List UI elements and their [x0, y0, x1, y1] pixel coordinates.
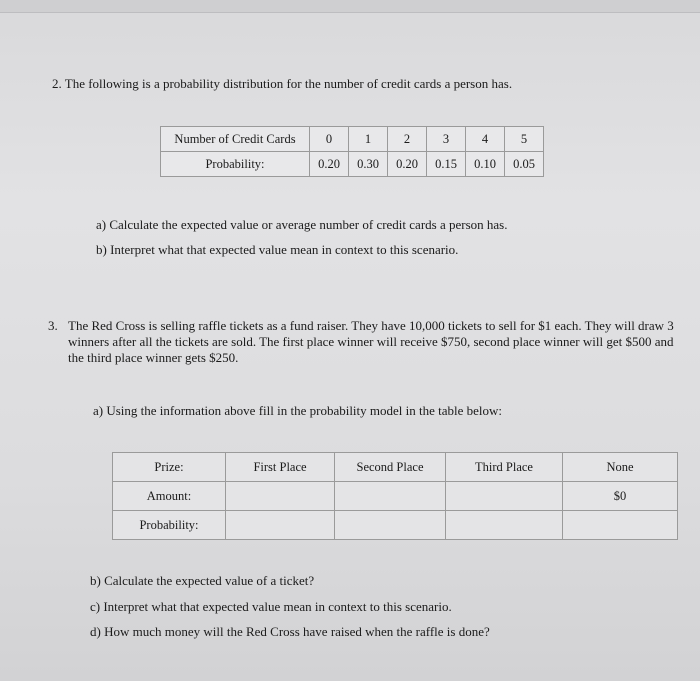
header-first-place: First Place — [226, 453, 335, 482]
amount-cell-first — [226, 482, 335, 511]
page-edge — [0, 0, 700, 13]
question-3-prompt: The Red Cross is selling raffle tickets as a fund raiser. They have 10,000 tickets to sell for $1 each. They will draw 3 winners after all the tickets are sold. The first place winner will receive $750, second place winner will get $500 and the third place winner gets $250. — [68, 318, 674, 365]
header-third-place: Third Place — [446, 453, 563, 482]
question-2b: b) Interpret what that expected value mean in context to this scenario. — [96, 242, 459, 257]
probability-cell: 0.10 — [466, 152, 505, 177]
question-3-number: 3. — [48, 318, 58, 333]
probability-cell: 0.05 — [505, 152, 544, 177]
probability-cell-second — [335, 511, 446, 540]
probability-cell-first — [226, 511, 335, 540]
header-prize: Prize: — [113, 453, 226, 482]
value-cell: 2 — [388, 127, 427, 152]
question-2-prompt: 2. The following is a probability distribution for the number of credit cards a person has. — [52, 76, 513, 91]
row-label-amount: Amount: — [113, 482, 226, 511]
probability-cell: 0.30 — [349, 152, 388, 177]
question-3d: d) How much money will the Red Cross have raised when the raffle is done? — [90, 624, 490, 639]
question-3a: a) Using the information above fill in the probability model in the table below: — [93, 403, 503, 418]
question-3b: b) Calculate the expected value of a ticket? — [90, 573, 315, 588]
table-row — [161, 152, 544, 177]
header-none: None — [563, 453, 678, 482]
amount-cell-none: $0 — [563, 482, 678, 511]
probability-cell: 0.20 — [310, 152, 349, 177]
probability-cell-third — [446, 511, 563, 540]
table-row — [161, 127, 544, 152]
value-cell: 4 — [466, 127, 505, 152]
value-cell: 5 — [505, 127, 544, 152]
table-row — [113, 482, 678, 511]
question-3c: c) Interpret what that expected value mean in context to this scenario. — [90, 599, 452, 614]
value-cell: 1 — [349, 127, 388, 152]
value-cell: 3 — [427, 127, 466, 152]
probability-cell: 0.15 — [427, 152, 466, 177]
row-label-probability: Probability: — [161, 152, 310, 177]
table-row — [113, 511, 678, 540]
amount-cell-second — [335, 482, 446, 511]
row-label-credit-cards: Number of Credit Cards — [161, 127, 310, 152]
question-3-prompt-block — [48, 318, 678, 366]
table-row — [113, 453, 678, 482]
probability-cell-none — [563, 511, 678, 540]
probability-cell: 0.20 — [388, 152, 427, 177]
row-label-probability: Probability: — [113, 511, 226, 540]
credit-card-distribution-table — [160, 126, 544, 177]
header-second-place: Second Place — [335, 453, 446, 482]
amount-cell-third — [446, 482, 563, 511]
raffle-probability-model-table — [112, 452, 678, 540]
question-2a: a) Calculate the expected value or average number of credit cards a person has. — [96, 217, 508, 232]
value-cell: 0 — [310, 127, 349, 152]
